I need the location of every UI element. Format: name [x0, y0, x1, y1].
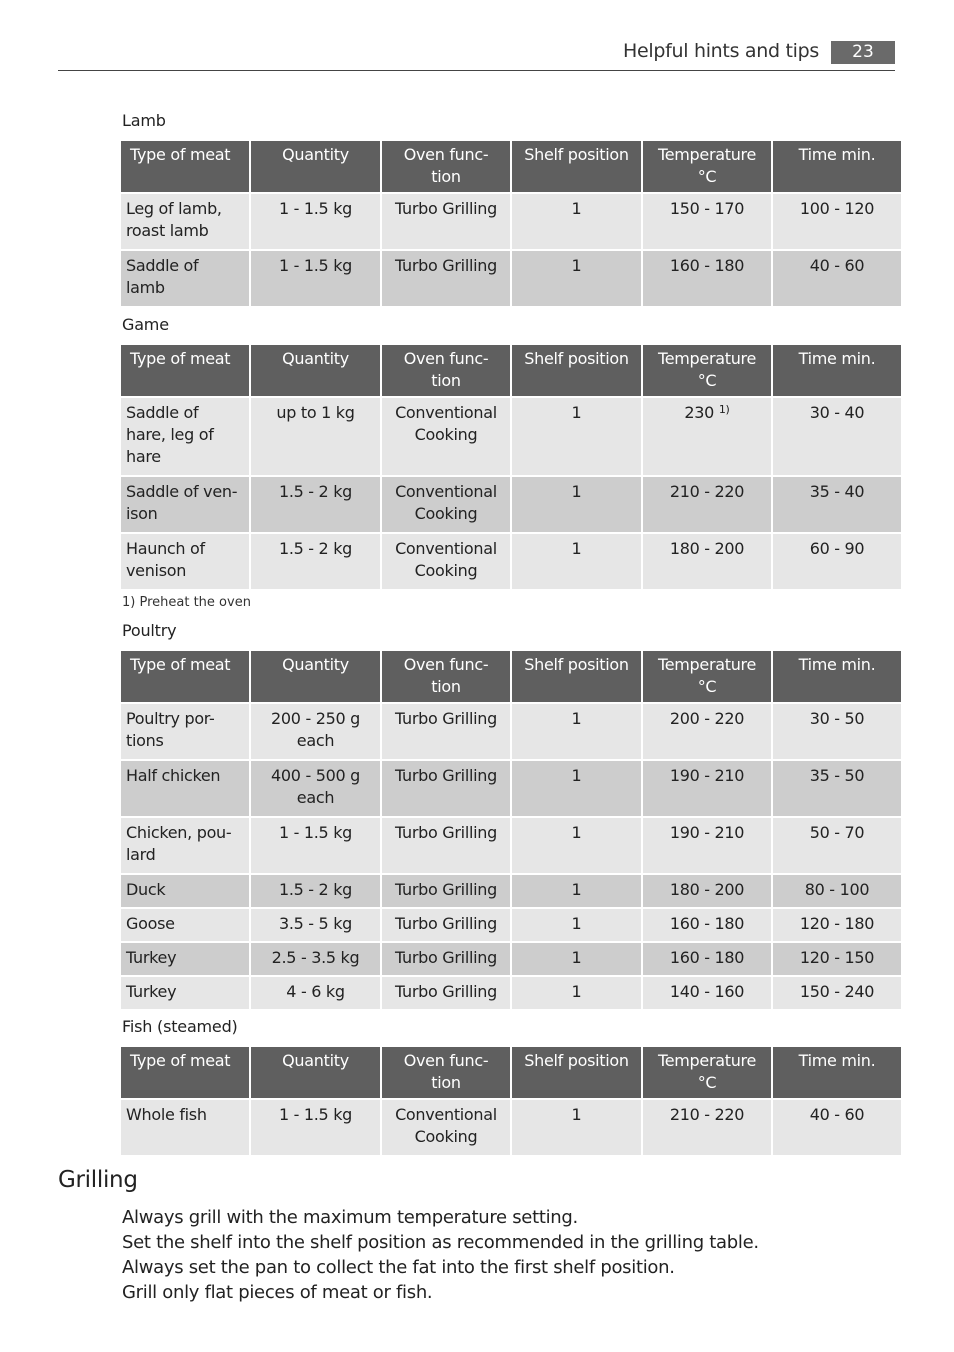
cell-shelf: 1	[512, 704, 641, 759]
cell-temperature: 180 - 200	[643, 534, 771, 589]
col-shelf-position: Shelf position	[512, 345, 641, 396]
cell-shelf: 1	[512, 977, 641, 1009]
col-shelf-position: Shelf position	[512, 651, 641, 702]
cell-quantity: 2.5 - 3.5 kg	[251, 943, 380, 975]
page-header	[58, 38, 895, 71]
cell-temperature: 160 - 180	[643, 943, 771, 975]
cell-quantity: 1 - 1.5 kg	[251, 194, 380, 249]
cell-shelf: 1	[512, 818, 641, 873]
instruction-line: Grill only flat pieces of meat or fish.	[122, 1282, 433, 1303]
cell-function: Turbo Grilling	[382, 704, 510, 759]
cell-function: Turbo Grilling	[382, 251, 510, 306]
cell-time: 120 - 150	[773, 943, 901, 975]
cell-temperature	[643, 398, 771, 475]
table-row	[121, 977, 901, 1009]
col-quantity: Quantity	[251, 1047, 380, 1098]
cell-shelf: 1	[512, 477, 641, 532]
cell-shelf: 1	[512, 251, 641, 306]
table-header-row	[121, 651, 901, 702]
cell-quantity: 1 - 1.5 kg	[251, 1100, 380, 1155]
table-row	[121, 818, 901, 873]
cell-meat: Saddle of ven- ison	[121, 477, 249, 532]
cell-quantity: 200 - 250 g each	[251, 704, 380, 759]
grilling-instructions	[122, 1205, 759, 1305]
table-row	[121, 1100, 901, 1155]
col-type-of-meat: Type of meat	[121, 1047, 249, 1098]
cell-time: 120 - 180	[773, 909, 901, 941]
section-label-fish: Fish (steamed)	[122, 1017, 238, 1036]
col-temperature: Temperature °C	[643, 651, 771, 702]
cell-shelf: 1	[512, 909, 641, 941]
col-quantity: Quantity	[251, 651, 380, 702]
table-row	[121, 398, 901, 475]
table-fish	[119, 1045, 903, 1157]
cell-time: 30 - 50	[773, 704, 901, 759]
cell-temperature: 210 - 220	[643, 477, 771, 532]
section-label-poultry: Poultry	[122, 621, 177, 640]
cell-meat: Chicken, pou- lard	[121, 818, 249, 873]
col-time: Time min.	[773, 1047, 901, 1098]
table-poultry	[119, 649, 903, 1011]
cell-shelf: 1	[512, 398, 641, 475]
cell-meat: Leg of lamb, roast lamb	[121, 194, 249, 249]
cell-time: 60 - 90	[773, 534, 901, 589]
cell-quantity: 400 - 500 g each	[251, 761, 380, 816]
cell-quantity: 1.5 - 2 kg	[251, 534, 380, 589]
col-time: Time min.	[773, 345, 901, 396]
cell-time: 100 - 120	[773, 194, 901, 249]
col-time: Time min.	[773, 141, 901, 192]
cell-meat: Goose	[121, 909, 249, 941]
cell-function: Conventional Cooking	[382, 534, 510, 589]
cell-quantity: 1 - 1.5 kg	[251, 818, 380, 873]
page-number: 23	[831, 41, 895, 64]
cell-quantity: 1 - 1.5 kg	[251, 251, 380, 306]
cell-meat: Poultry por- tions	[121, 704, 249, 759]
cell-function: Turbo Grilling	[382, 818, 510, 873]
header-title: Helpful hints and tips	[623, 40, 819, 62]
cell-temperature: 180 - 200	[643, 875, 771, 907]
cell-shelf: 1	[512, 943, 641, 975]
table-row	[121, 943, 901, 975]
cell-shelf: 1	[512, 761, 641, 816]
section-label-lamb: Lamb	[122, 111, 166, 130]
cell-function: Conventional Cooking	[382, 477, 510, 532]
col-oven-function: Oven func- tion	[382, 345, 510, 396]
col-type-of-meat: Type of meat	[121, 345, 249, 396]
table-header-row	[121, 345, 901, 396]
cell-meat: Half chicken	[121, 761, 249, 816]
cell-meat: Duck	[121, 875, 249, 907]
col-temperature: Temperature °C	[643, 141, 771, 192]
cell-shelf: 1	[512, 1100, 641, 1155]
cell-temperature: 190 - 210	[643, 818, 771, 873]
cell-function: Conventional Cooking	[382, 398, 510, 475]
table-row	[121, 194, 901, 249]
col-type-of-meat: Type of meat	[121, 141, 249, 192]
cell-meat: Saddle of hare, leg of hare	[121, 398, 249, 475]
col-quantity: Quantity	[251, 141, 380, 192]
col-oven-function: Oven func- tion	[382, 651, 510, 702]
cell-quantity: 4 - 6 kg	[251, 977, 380, 1009]
col-temperature: Temperature °C	[643, 345, 771, 396]
cell-meat: Turkey	[121, 943, 249, 975]
cell-temperature: 150 - 170	[643, 194, 771, 249]
instruction-line: Always grill with the maximum temperature setting.	[122, 1207, 578, 1228]
table-header-row	[121, 1047, 901, 1098]
cell-quantity: 1.5 - 2 kg	[251, 875, 380, 907]
table-row	[121, 704, 901, 759]
cell-meat: Haunch of venison	[121, 534, 249, 589]
cell-meat: Whole fish	[121, 1100, 249, 1155]
cell-quantity: 1.5 - 2 kg	[251, 477, 380, 532]
cell-function: Turbo Grilling	[382, 943, 510, 975]
cell-shelf: 1	[512, 194, 641, 249]
cell-time: 35 - 50	[773, 761, 901, 816]
col-time: Time min.	[773, 651, 901, 702]
cell-function: Turbo Grilling	[382, 875, 510, 907]
cell-function: Conventional Cooking	[382, 1100, 510, 1155]
cell-temperature: 210 - 220	[643, 1100, 771, 1155]
col-shelf-position: Shelf position	[512, 1047, 641, 1098]
cell-time: 35 - 40	[773, 477, 901, 532]
cell-time: 30 - 40	[773, 398, 901, 475]
table-lamb	[119, 139, 903, 308]
cell-temperature: 140 - 160	[643, 977, 771, 1009]
table-header-row	[121, 141, 901, 192]
section-label-game: Game	[122, 315, 169, 334]
instruction-line: Set the shelf into the shelf position as recommended in the grilling table.	[122, 1232, 759, 1253]
instruction-line: Always set the pan to collect the fat into the first shelf position.	[122, 1257, 675, 1278]
table-row	[121, 761, 901, 816]
table-row	[121, 909, 901, 941]
cell-shelf: 1	[512, 875, 641, 907]
table-row	[121, 251, 901, 306]
cell-function: Turbo Grilling	[382, 909, 510, 941]
footnote-preheat: 1) Preheat the oven	[122, 595, 251, 610]
cell-shelf: 1	[512, 534, 641, 589]
col-oven-function: Oven func- tion	[382, 141, 510, 192]
col-temperature: Temperature °C	[643, 1047, 771, 1098]
cell-time: 50 - 70	[773, 818, 901, 873]
cell-function: Turbo Grilling	[382, 761, 510, 816]
cell-time: 40 - 60	[773, 251, 901, 306]
cell-time: 40 - 60	[773, 1100, 901, 1155]
cell-meat: Saddle of lamb	[121, 251, 249, 306]
footnote-marker: 1)	[718, 403, 730, 416]
cell-function: Turbo Grilling	[382, 194, 510, 249]
grilling-heading: Grilling	[58, 1167, 138, 1193]
table-row	[121, 477, 901, 532]
col-oven-function: Oven func- tion	[382, 1047, 510, 1098]
table-row	[121, 534, 901, 589]
table-game	[119, 343, 903, 591]
cell-temperature: 200 - 220	[643, 704, 771, 759]
table-row	[121, 875, 901, 907]
cell-time: 80 - 100	[773, 875, 901, 907]
cell-temperature: 160 - 180	[643, 909, 771, 941]
cell-quantity: 3.5 - 5 kg	[251, 909, 380, 941]
cell-quantity: up to 1 kg	[251, 398, 380, 475]
cell-temperature: 190 - 210	[643, 761, 771, 816]
temperature-value: 230	[684, 403, 715, 422]
cell-function: Turbo Grilling	[382, 977, 510, 1009]
cell-meat: Turkey	[121, 977, 249, 1009]
cell-time: 150 - 240	[773, 977, 901, 1009]
cell-temperature: 160 - 180	[643, 251, 771, 306]
col-quantity: Quantity	[251, 345, 380, 396]
col-type-of-meat: Type of meat	[121, 651, 249, 702]
col-shelf-position: Shelf position	[512, 141, 641, 192]
